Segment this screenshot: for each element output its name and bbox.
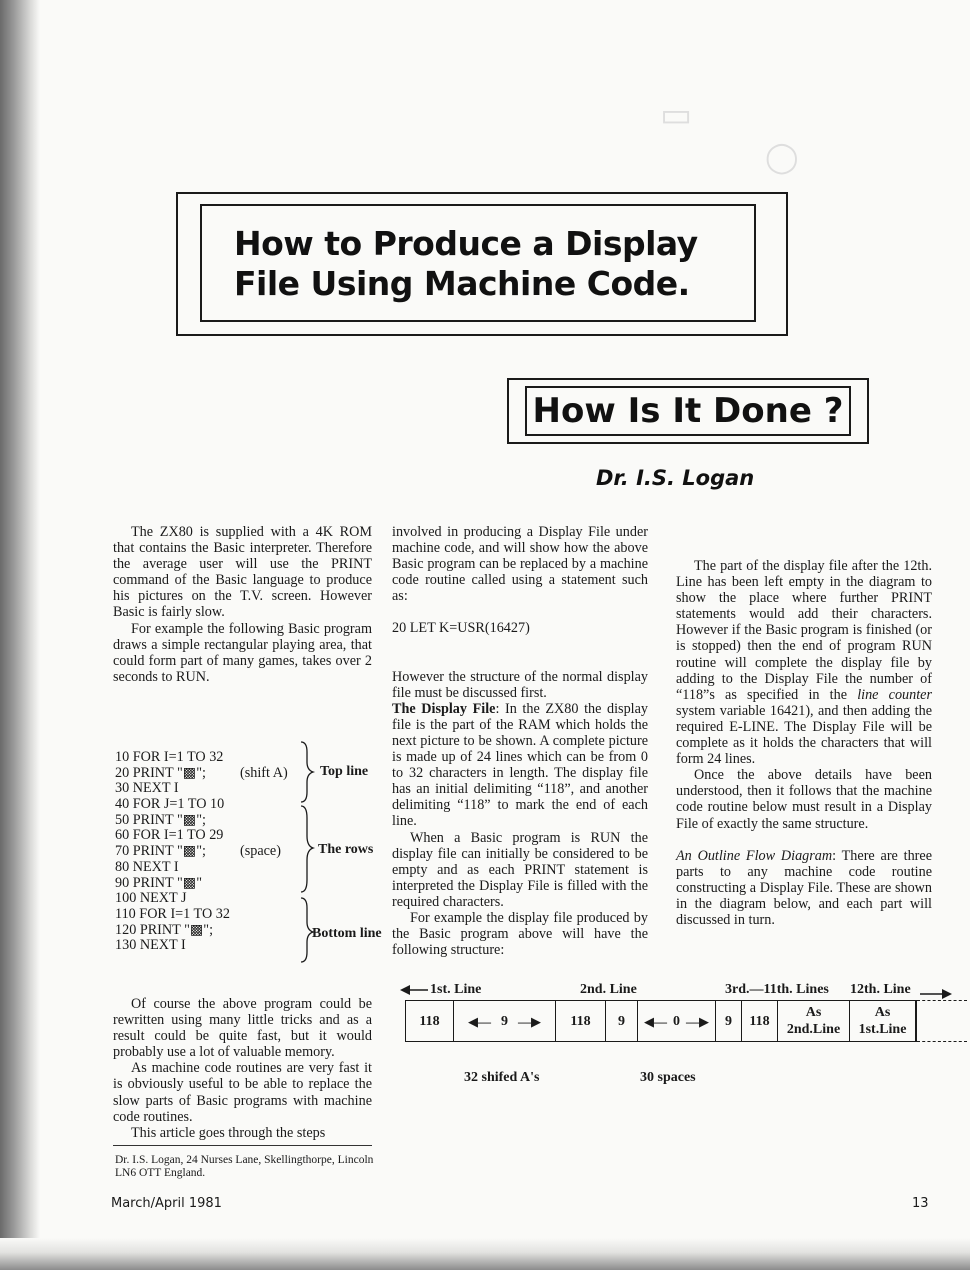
author-address: Dr. I.S. Logan, 24 Nurses Lane, Skellingthorpe, Lincoln LN6 OTT England. bbox=[115, 1154, 374, 1179]
brace-label-rows: The rows bbox=[318, 842, 374, 857]
code-line: 50 PRINT "▩"; bbox=[115, 811, 206, 828]
section-heading: The Display File bbox=[392, 700, 496, 717]
code-line bbox=[115, 843, 281, 860]
code-line: 120 PRINT "▩"; bbox=[115, 921, 214, 938]
caption-spaces: 30 spaces bbox=[640, 1070, 696, 1085]
footnote-rule bbox=[113, 1145, 372, 1146]
spacer bbox=[392, 653, 648, 669]
brace-label-top: Top line bbox=[320, 764, 369, 779]
paragraph: For example the following Basic program draws a simple rectangular playing area, that could form part of many games, takes over 2 seconds to RUN. bbox=[113, 620, 372, 685]
paragraph-body: : In the ZX80 the display file is the part of the RAM which holds the next picture to be shown. A complete picture is made up of 24 lines which can be from 0 to 32 characters in length. The display file has an initial delimiting “118”, and another delimiting “118” to mark the end of each line. bbox=[392, 700, 648, 830]
code-text: 20 PRINT "▩"; bbox=[115, 764, 206, 781]
column-2 bbox=[392, 524, 648, 958]
paragraph: The ZX80 is supplied with a 4K ROM that contains the Basic interpreter. Therefore the average user will use the PRINT command of the Basic language to produce his pictures on the T.V. screen. However Basic is fairly slow. bbox=[113, 524, 372, 621]
code-line: 60 FOR I=1 TO 29 bbox=[115, 827, 224, 844]
code-line: 40 FOR J=1 TO 10 bbox=[115, 796, 225, 813]
caption-shifted-a: 32 shifed A's bbox=[464, 1070, 540, 1085]
column-3 bbox=[676, 558, 932, 928]
label-2nd-line: 2nd. Line bbox=[580, 982, 637, 997]
arrow-left-icon: ◀— bbox=[644, 1013, 667, 1029]
code-line: 110 FOR I=1 TO 32 bbox=[115, 905, 230, 922]
label-1st-line: 1st. Line bbox=[430, 982, 482, 997]
paragraph bbox=[676, 848, 932, 928]
paragraph bbox=[392, 701, 648, 830]
cell-value: 9 bbox=[501, 1013, 508, 1029]
spacer bbox=[392, 637, 648, 653]
spacer bbox=[676, 832, 932, 848]
section-heading: An Outline Flow Diagram bbox=[676, 847, 833, 864]
paragraph bbox=[676, 558, 932, 767]
code-line: 10 FOR I=1 TO 32 bbox=[115, 749, 224, 765]
page-spine-shadow bbox=[0, 0, 40, 1270]
bleed-through-graphic: ▭ bbox=[660, 95, 693, 135]
emphasis: line counter bbox=[857, 686, 933, 703]
paragraph: As machine code routines are very fast it is obviously useful to be able to replace the slow parts of Basic programs with machine code routines. bbox=[113, 1060, 372, 1125]
paragraph: Of course the above program could be rewritten using many little tricks and as a result could be quite fast, but it would probably use a lot of valuable memory. bbox=[113, 996, 372, 1061]
cell-spaces bbox=[638, 1001, 716, 1041]
code-line: 30 NEXT I bbox=[115, 780, 179, 797]
paragraph-body: The part of the display file after the 12th. Line has been left empty in the diagram to show the place where further PRINT statements would add their characters. However if the Basic program is finished (or is stopped) then the end of program RUN routine will complete the display file by adding to the Display File the number of “118”s as specified in the bbox=[676, 558, 932, 703]
author-byline: Dr. I.S. Logan bbox=[596, 466, 755, 490]
cell-118: 118 bbox=[556, 1001, 606, 1041]
paragraph: However the structure of the normal display file must be discussed first. bbox=[392, 668, 648, 701]
article-subtitle: How Is It Done ? bbox=[525, 386, 851, 436]
page-bottom-shadow bbox=[0, 1238, 970, 1270]
paragraph: Once the above details have been understood, then it follows that the machine code routine below must result in a Display File of exactly the same structure. bbox=[676, 767, 932, 832]
cell-shifted-a: 9 bbox=[606, 1001, 638, 1041]
column-1-continued bbox=[113, 996, 372, 1141]
cell-as-2nd-line: As 2nd.Line bbox=[778, 1001, 850, 1041]
subtitle-outer-frame bbox=[507, 378, 869, 444]
code-line: 100 NEXT J bbox=[115, 890, 187, 907]
code-line: 90 PRINT "▩" bbox=[115, 874, 203, 891]
arrow-left-icon: ◀— bbox=[468, 1013, 491, 1029]
code-line: 80 NEXT I bbox=[115, 858, 179, 875]
display-file-diagram bbox=[400, 980, 970, 1090]
code-line bbox=[115, 764, 288, 782]
arrow-left-icon bbox=[400, 984, 430, 996]
label-12th-line: 12th. Line bbox=[850, 982, 911, 997]
article-title: How to Produce a Display File Using Machine Code. bbox=[234, 224, 698, 303]
brace-label-bottom: Bottom line bbox=[312, 926, 382, 941]
paragraph-body: : There are three parts to any machine code routine constructing a Display File. These are shown in the diagram below, and each part will discussed in turn. bbox=[676, 847, 932, 928]
title-outer-frame bbox=[176, 192, 788, 336]
basic-program-listing bbox=[115, 749, 288, 954]
paragraph: When a Basic program is RUN the display file can initially be considered to be empty and as each PRINT statement is interpreted the Display File is filled with the required characters. bbox=[392, 829, 648, 910]
arrow-right-icon: —▶ bbox=[686, 1013, 709, 1029]
cell-118: 118 bbox=[406, 1001, 454, 1041]
paragraph: involved in producing a Display File under machine code, and will show how the above Basic program can be replaced by a machine code routine called using a statement such as: bbox=[392, 524, 648, 605]
display-file-row bbox=[405, 1000, 917, 1042]
spacer bbox=[392, 604, 648, 620]
open-line-bottom bbox=[917, 1041, 967, 1042]
usr-statement: 20 LET K=USR(16427) bbox=[392, 620, 530, 637]
arrow-right-icon bbox=[918, 988, 954, 1000]
cell-118: 118 bbox=[742, 1001, 778, 1041]
code-line: 130 NEXT I bbox=[115, 937, 186, 954]
cell-value: 0 bbox=[673, 1013, 680, 1029]
paragraph: This article goes through the steps bbox=[131, 1124, 326, 1141]
cell-shifted-a bbox=[454, 1001, 556, 1041]
column-1-intro bbox=[113, 524, 372, 685]
title-inner-frame bbox=[200, 204, 756, 322]
arrow-right-icon: —▶ bbox=[518, 1013, 541, 1029]
issue-date: March/April 1981 bbox=[111, 1196, 222, 1211]
open-line-top bbox=[917, 1000, 967, 1001]
code-text: 70 PRINT "▩"; bbox=[115, 843, 206, 860]
label-3rd-11th-lines: 3rd.—11th. Lines bbox=[725, 982, 829, 997]
code-comment: (shift A) bbox=[240, 764, 288, 781]
code-comment: (space) bbox=[240, 843, 281, 860]
page-number: 13 bbox=[912, 1196, 929, 1211]
cell-shifted-a: 9 bbox=[716, 1001, 742, 1041]
bleed-through-graphic: ◯ bbox=[765, 140, 799, 175]
cell-as-1st-line: As 1st.Line bbox=[850, 1001, 916, 1041]
paragraph: For example the display file produced by the Basic program above will have the following structure: bbox=[392, 909, 648, 959]
paragraph-body: system variable 16421), and then adding the required E-LINE. The Display File will be complete as it holds the characters that will form 24 lines. bbox=[676, 702, 932, 768]
